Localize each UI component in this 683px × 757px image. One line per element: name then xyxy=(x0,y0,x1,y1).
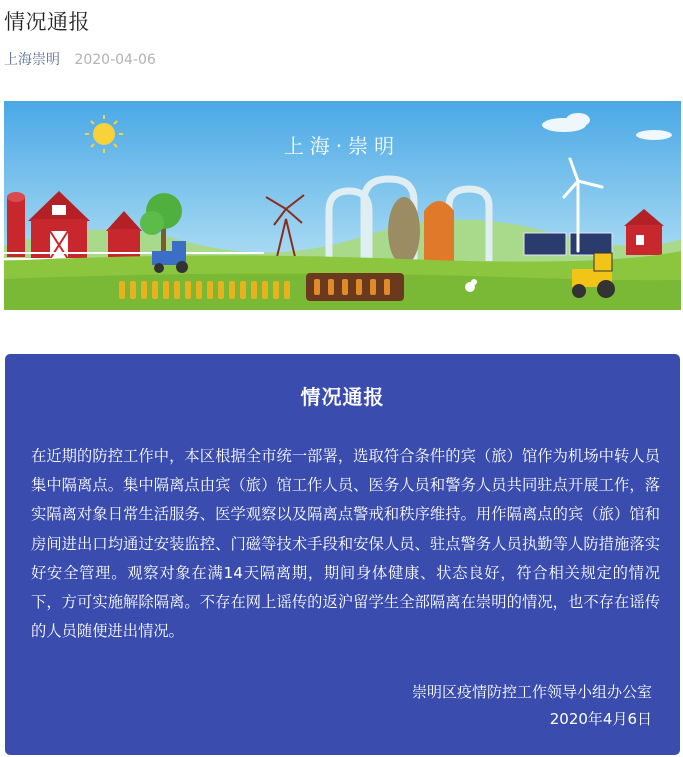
author-link[interactable]: 上海崇明 xyxy=(4,52,60,68)
notice-date: 2020年4月6日 xyxy=(549,710,652,728)
article-title: 情况通报 xyxy=(4,10,90,34)
article-meta xyxy=(4,49,156,69)
issuing-office: 崇明区疫情防控工作领导小组办公室 xyxy=(411,683,652,701)
banner-illustration xyxy=(4,101,681,310)
notice-body: 在近期的防控工作中，本区根据全市统一部署，选取符合条件的宾（旅）馆作为机场中转人员集中隔离点。集中隔离点由宾（旅）馆工作人员、医务人员和警务人员共同驻点开展工作，落实隔离对象日常生活服务、医学观察以及隔离点警戒和秩序维持。用作隔离点的宾（旅）馆和房间进出口均通过安装监控、门磁等技术手段和安保人员、驻点警务人员执勤等人防措施落实好安全管理。观察对象在满14天隔离期，期间身体健康、状态良好，符合相关规定的情况下，方可实施解除隔离。不存在网上谣传的返沪留学生全部隔离在崇明的情况，也不存在谣传的人员随便进出情况。 xyxy=(31,447,660,641)
publish-date: 2020-04-06 xyxy=(74,52,156,68)
banner-title: 上海·崇明 xyxy=(283,134,401,158)
notice-card xyxy=(5,354,680,755)
notice-title: 情况通报 xyxy=(300,385,385,409)
